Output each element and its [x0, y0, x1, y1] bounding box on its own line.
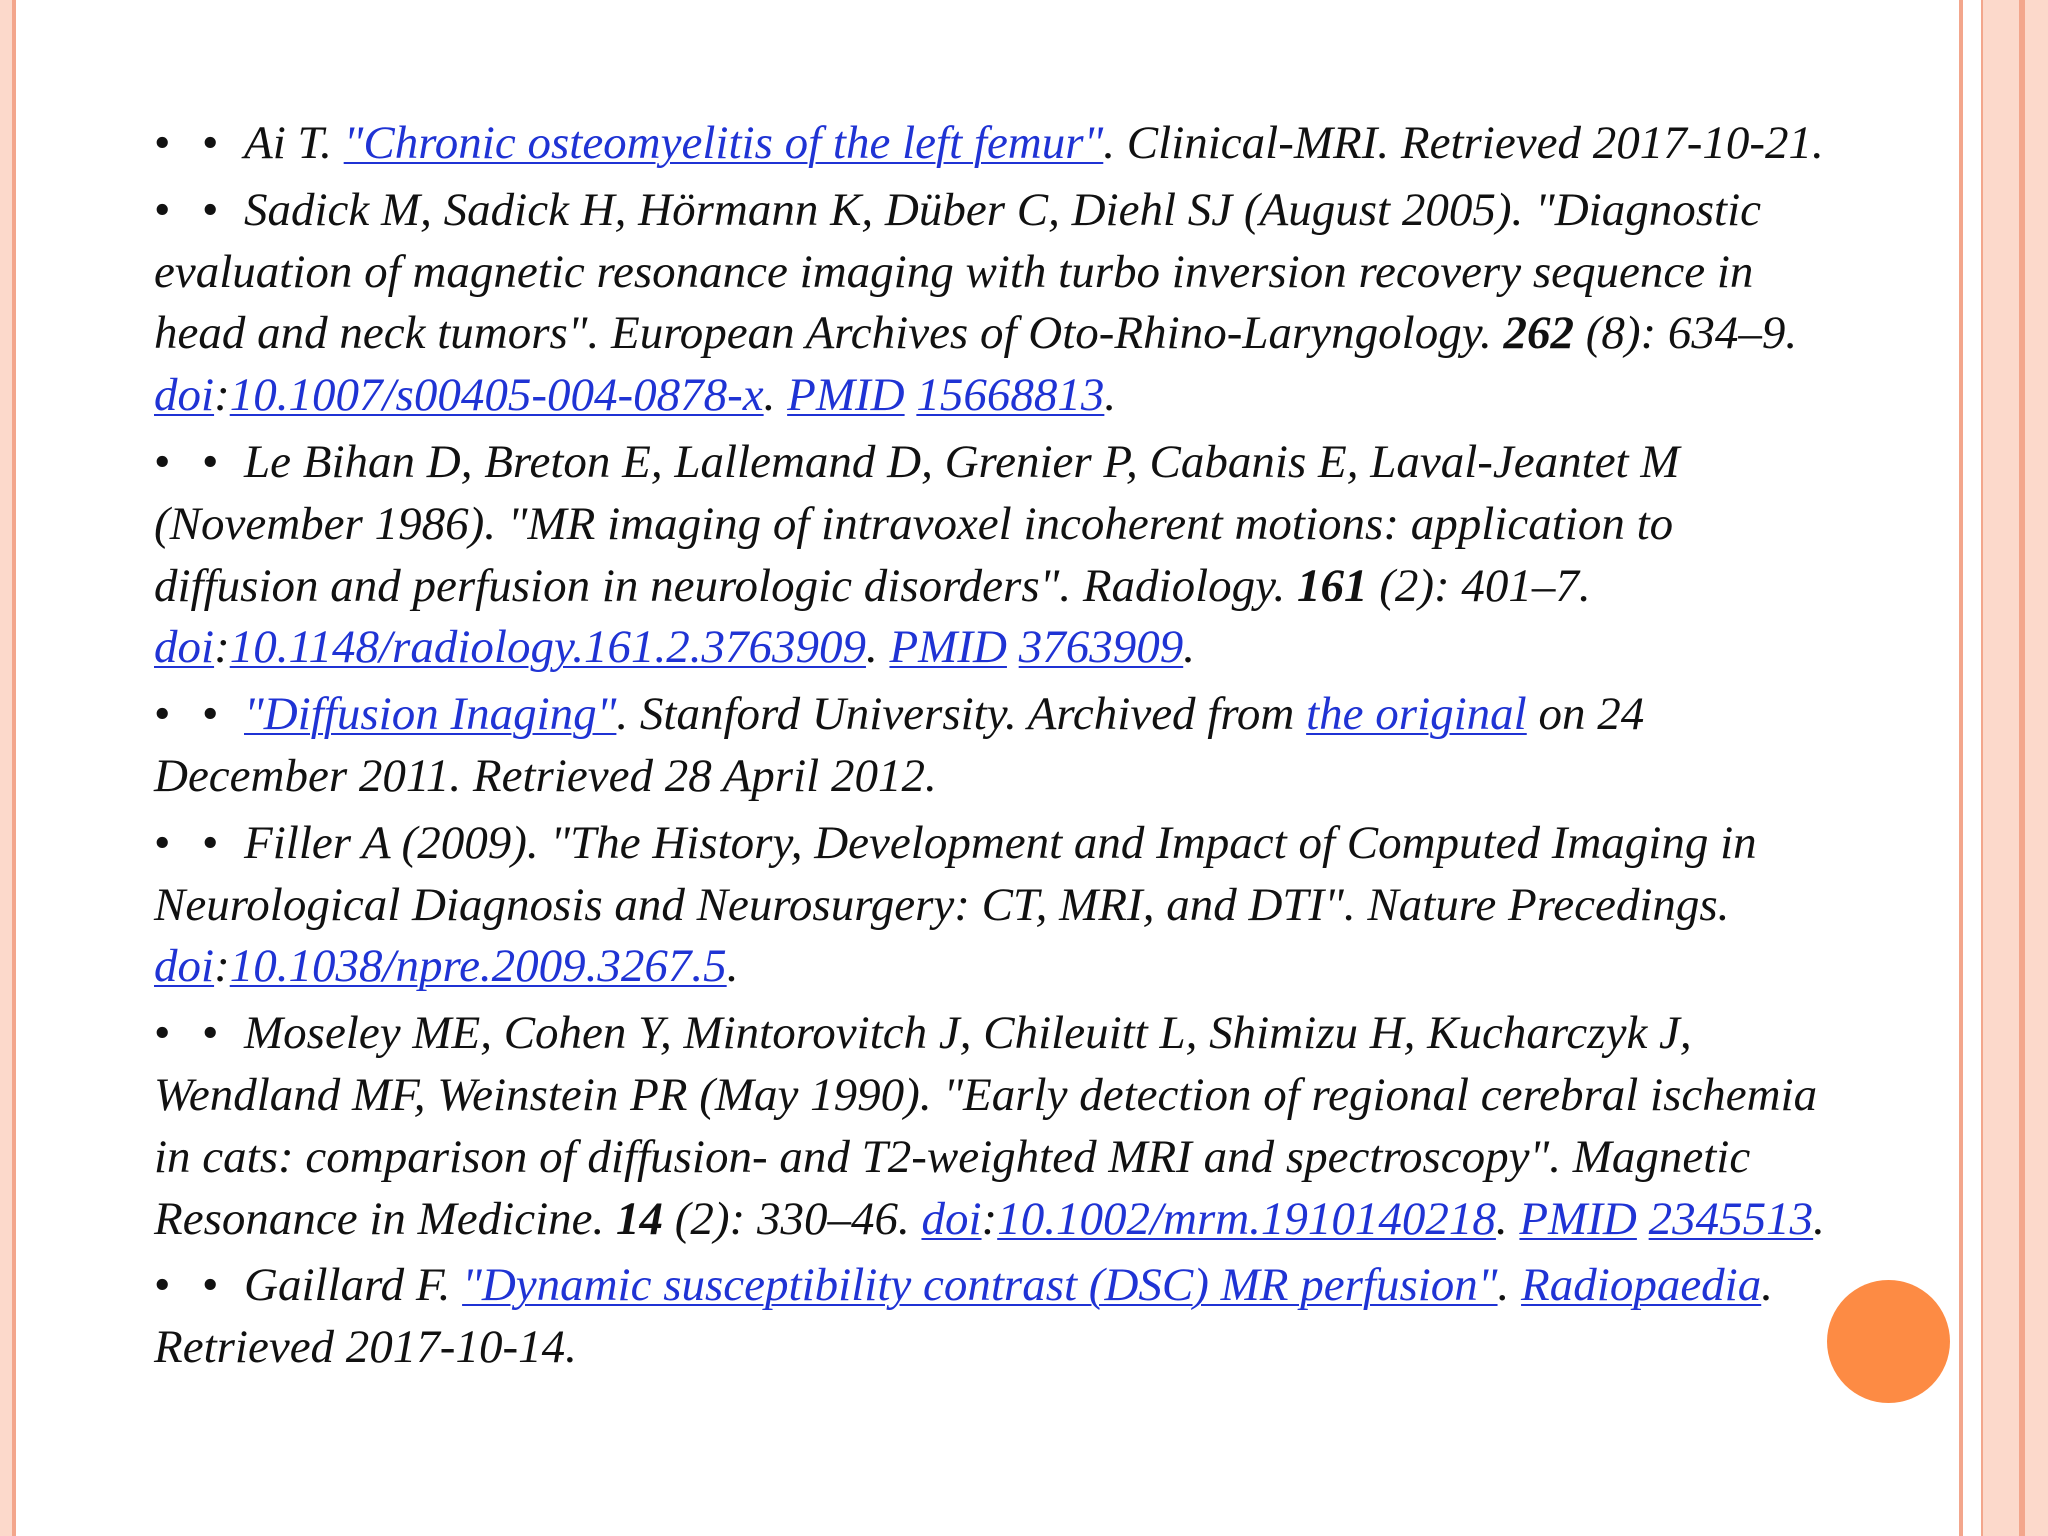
- reference-item-7: [154, 1255, 1854, 1379]
- pmid-link[interactable]: PMID: [889, 621, 1007, 674]
- list-bullet: •: [154, 1007, 171, 1060]
- doi-link[interactable]: doi: [154, 369, 215, 422]
- reference-text: Filler A (2009). "The History, Development and Impact of Computed Imaging in: [244, 816, 1757, 869]
- list-bullet: •: [154, 117, 171, 169]
- doi-link[interactable]: doi: [154, 621, 215, 674]
- reference-text: [1637, 1189, 1649, 1251]
- volume-number: 262: [1503, 307, 1574, 360]
- reference-text: .: [1183, 621, 1195, 674]
- left-border-band: [0, 0, 12, 1536]
- list-bullet: •: [154, 816, 171, 869]
- reference-text: .: [1761, 1259, 1773, 1312]
- reference-line: [154, 1255, 1854, 1317]
- left-border-line: [12, 0, 16, 1536]
- reference-text: (2): 401–7.: [1367, 559, 1591, 612]
- reference-line: [154, 303, 1854, 365]
- reference-text: .: [726, 940, 739, 993]
- volume-number: 161: [1296, 559, 1368, 612]
- pmid-id-link[interactable]: 15668813: [916, 369, 1105, 422]
- reference-line: [154, 936, 1854, 998]
- reference-text: Moseley ME, Cohen Y, Mintorovitch J, Chileuitt L, Shimizu H, Kucharczyk J,: [244, 1007, 1692, 1060]
- reference-text: Ai T.: [244, 117, 344, 169]
- reference-text: Retrieved 2017-10-14.: [154, 1321, 577, 1374]
- reference-text: Gaillard F.: [244, 1259, 463, 1312]
- reference-line: [154, 1189, 1854, 1251]
- reference-line: [154, 494, 1854, 556]
- doi-id-link[interactable]: 10.1007/s00405-004-0878-x: [229, 369, 764, 422]
- reference-item-1: [154, 113, 1854, 175]
- reference-item-2: [154, 180, 1854, 427]
- reference-item-4: [154, 684, 1854, 808]
- doi-id-link[interactable]: 10.1002/mrm.1910140218: [997, 1192, 1496, 1245]
- pmid-id-link[interactable]: 3763909: [1018, 621, 1184, 674]
- reference-text: [905, 365, 917, 427]
- reference-list: [154, 113, 1854, 1384]
- inline-bullet: •: [202, 183, 219, 236]
- reference-line: [154, 1065, 1854, 1127]
- reference-line: [154, 180, 1854, 242]
- reference-line: [154, 746, 1854, 808]
- radiopaedia-link[interactable]: Radiopaedia: [1521, 1259, 1762, 1312]
- reference-text: head and neck tumors". European Archives of Oto-Rhino-Laryngology.: [154, 307, 1504, 360]
- reference-line: [154, 556, 1854, 618]
- doi-link[interactable]: doi: [921, 1192, 982, 1245]
- inline-bullet: •: [202, 1007, 219, 1060]
- archive-original-link[interactable]: the original: [1306, 688, 1527, 741]
- reference-line: [154, 242, 1854, 304]
- reference-text: .: [865, 621, 890, 674]
- reference-line: [154, 813, 1854, 875]
- pmid-link[interactable]: PMID: [787, 369, 905, 422]
- reference-line: [154, 875, 1854, 937]
- reference-text: :: [214, 369, 230, 422]
- reference-text: diffusion and perfusion in neurologic disorders". Radiology.: [154, 559, 1297, 612]
- reference-text: .: [1495, 1192, 1520, 1245]
- reference-item-5: [154, 813, 1854, 998]
- reference-text: :: [214, 940, 230, 993]
- reference-line: [154, 113, 1854, 175]
- reference-text: . Stanford University. Archived from: [616, 688, 1307, 741]
- reference-text: Neurological Diagnosis and Neurosurgery: CT, MRI, and DTI". Nature Precedings.: [154, 878, 1730, 931]
- inline-bullet: •: [202, 1259, 219, 1312]
- reference-line: [154, 1317, 1854, 1379]
- reference-item-3: [154, 432, 1854, 679]
- article-title-link[interactable]: "Chronic osteomyelitis of the left femur": [343, 117, 1104, 169]
- right-border-band-inner: [1981, 0, 2019, 1536]
- reference-text: . Clinical-MRI. Retrieved 2017-10-21.: [1103, 117, 1824, 169]
- reference-line: [154, 432, 1854, 494]
- reference-text: .: [763, 369, 788, 422]
- reference-text: (November 1986). "MR imaging of intravoxel incoherent motions: application to: [154, 497, 1674, 550]
- reference-text: (2): 330–46.: [663, 1192, 922, 1245]
- reference-text: [1007, 617, 1019, 679]
- list-bullet: •: [154, 435, 171, 488]
- reference-text: .: [1497, 1259, 1522, 1312]
- list-bullet: •: [154, 183, 171, 236]
- reference-text: in cats: comparison of diffusion- and T2-weighted MRI and spectroscopy". Magnetic: [154, 1130, 1751, 1183]
- reference-line: [154, 365, 1854, 427]
- right-border-line-inner: [1959, 0, 1963, 1536]
- reference-text: on 24: [1526, 688, 1645, 741]
- reference-line: [154, 617, 1854, 679]
- reference-text: :: [981, 1192, 998, 1245]
- doi-id-link[interactable]: 10.1148/radiology.161.2.3763909: [229, 621, 866, 674]
- pmid-link[interactable]: PMID: [1519, 1192, 1637, 1245]
- right-border-band-outer: [2025, 0, 2048, 1536]
- reference-item-6: [154, 1003, 1854, 1250]
- reference-line: [154, 1127, 1854, 1189]
- doi-link[interactable]: doi: [154, 940, 215, 993]
- reference-text: evaluation of magnetic resonance imaging with turbo inversion recovery sequence in: [154, 245, 1754, 298]
- reference-text: (8): 634–9.: [1573, 307, 1798, 360]
- inline-bullet: •: [202, 435, 219, 488]
- article-title-link[interactable]: "Dynamic susceptibility contrast (DSC) MR perfusion": [462, 1259, 1498, 1312]
- reference-text: :: [214, 621, 230, 674]
- inline-bullet: •: [202, 117, 219, 169]
- reference-text: Le Bihan D, Breton E, Lallemand D, Grenier P, Cabanis E, Laval-Jeantet M: [244, 435, 1680, 488]
- reference-text: Sadick M, Sadick H, Hörmann K, Düber C, Diehl SJ (August 2005). "Diagnostic: [244, 183, 1762, 236]
- reference-text: Resonance in Medicine.: [154, 1192, 616, 1245]
- reference-line: [154, 684, 1854, 746]
- inline-bullet: •: [202, 816, 219, 869]
- reference-text: .: [1104, 369, 1117, 422]
- reference-text: December 2011. Retrieved 28 April 2012.: [154, 749, 937, 802]
- volume-number: 14: [616, 1192, 663, 1245]
- reference-line: [154, 1003, 1854, 1065]
- doi-id-link[interactable]: 10.1038/npre.2009.3267.5: [229, 940, 727, 993]
- reference-text: Wendland MF, Weinstein PR (May 1990). "Early detection of regional cerebral ischemia: [154, 1068, 1818, 1121]
- reference-text: .: [1813, 1192, 1825, 1245]
- list-bullet: •: [154, 1259, 171, 1312]
- article-title-link[interactable]: "Diffusion Inaging": [244, 688, 617, 741]
- list-bullet: •: [154, 688, 171, 741]
- pmid-id-link[interactable]: 2345513: [1648, 1192, 1814, 1245]
- inline-bullet: •: [202, 688, 219, 741]
